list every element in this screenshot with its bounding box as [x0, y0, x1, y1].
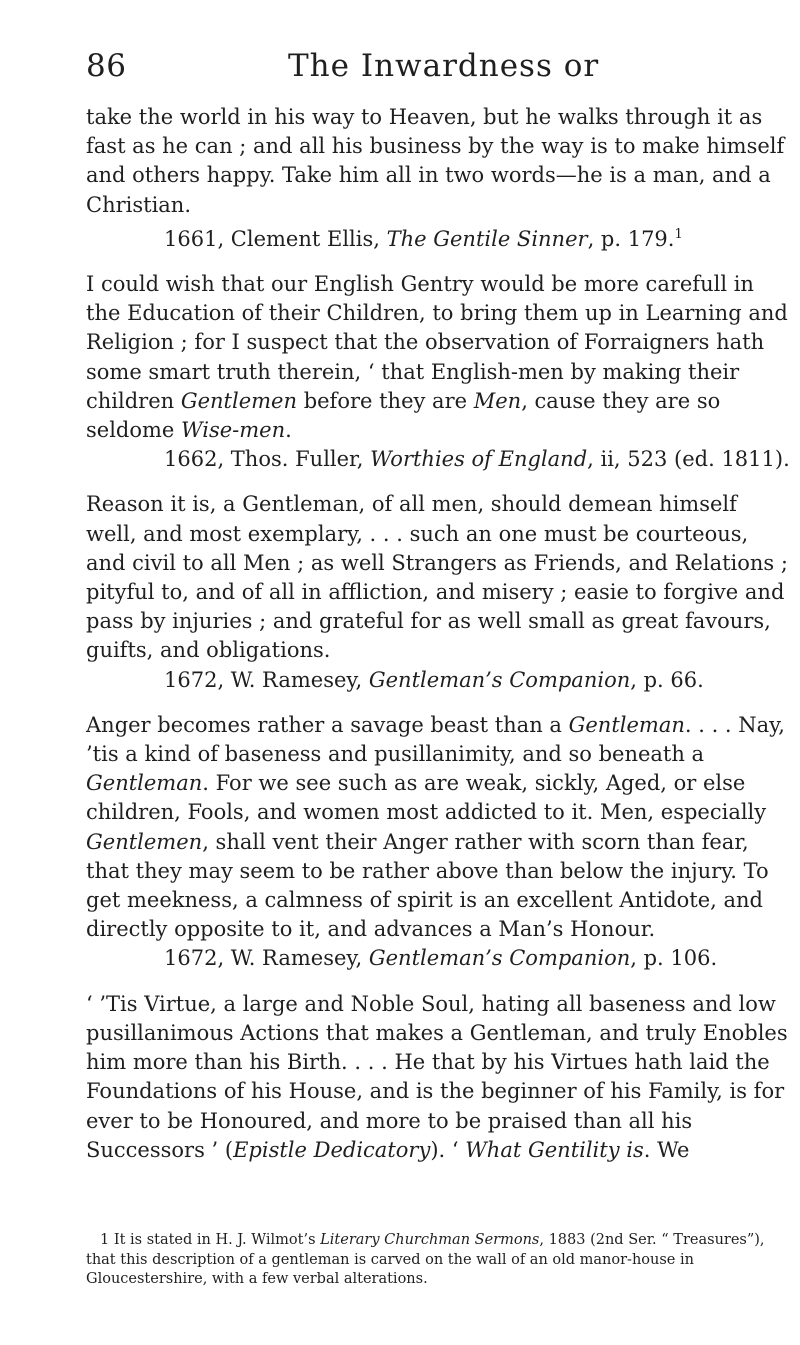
passage-text-segment: . . . . Nay, ’tis a kind of baseness and pusillanimity, and so beneath a: [86, 712, 785, 767]
passage-citation: [86, 445, 794, 474]
citation-year-author: 1672, W. Ramesey,: [164, 946, 369, 971]
citation-page: , p. 66.: [630, 667, 704, 692]
citation-page: , p. 179.: [587, 226, 675, 251]
passage-text-segment: ). ‘: [430, 1137, 466, 1162]
footnote-mark: 1: [100, 1232, 110, 1248]
passage-text-emphasis: Gentlemen: [180, 388, 298, 413]
running-title: The Inwardness or: [288, 48, 600, 84]
passage-text-segment: .: [285, 418, 292, 443]
passage-text: Reason it is, a Gentleman, of all men, should demean himself well, and most exemplary, . . . such an one must be courteous, and civil to all Men ; as well Strangers as Friends, and Relations ; pityful to, and of all in affliction, and misery ; easie to forgive and pass by injuries ; and grateful for as well small as great favours, guifts, and obligations.: [86, 492, 788, 663]
passage-text-segment: , shall vent their Anger rather with scorn than fear, that they may seem to be rather above than below the injury. To get meekness, a calmness of spirit is an excellent Antidote, and directly opposite to it, and advances a Man’s Honour.: [86, 829, 769, 942]
citation-work-title: Worthies of England: [370, 447, 588, 472]
passage-text-segment: . For we see such as are weak, sickly, Aged, or else children, Fools, and women most addicted to it. Men, especially: [86, 771, 767, 825]
passage-text-segment: I could wish that our English Gentry would be more carefull in the Education of their Children, to bring them up in Learning and Religion ; for I suspect that the observation of Forraigners hath some smart truth therein, ‘ that English-men by making their children: [86, 272, 788, 413]
footnote-work-title: Literary Churchman Sermons: [320, 1232, 540, 1248]
footnote-text-segment: , 1883 (2nd Ser. “ Treasures”), that this description of a gentleman is carved on the wall of an old manor-house in Gloucestershire, with a few verbal alterations.: [86, 1232, 765, 1288]
passage-text-emphasis: Men: [473, 388, 522, 413]
running-header: [86, 46, 780, 90]
citation-work-title: Gentleman’s Companion: [368, 667, 631, 692]
page-number: 86: [86, 48, 127, 84]
page-body: [86, 103, 794, 1165]
passage-text-segment: . We: [643, 1137, 690, 1162]
passage-text-emphasis: Gentleman: [568, 712, 685, 737]
passage-text: [86, 270, 794, 445]
passage-text-emphasis: What Gentility is: [465, 1137, 644, 1162]
footnote-text-segment: It is stated in H. J. Wilmot’s: [109, 1232, 321, 1248]
passage-text: [86, 711, 794, 945]
passage-text: take the world in his way to Heaven, but he walks through it as fast as he can ; and all his business by the way is to make himself and others happy. Take him all in two words—he is a man, and a Christian.: [86, 105, 785, 217]
footnote-marker: 1: [674, 226, 683, 242]
passage-text-segment: , cause they are so seldome: [86, 388, 721, 443]
citation-year-author: 1662, Thos. Fuller,: [164, 447, 371, 472]
footnote-text: [86, 1231, 794, 1290]
passage-citation: [86, 666, 794, 695]
passage-citation: [86, 944, 794, 973]
citation-page: , p. 106.: [630, 946, 718, 971]
citation-year-author: 1672, W. Ramesey,: [164, 667, 369, 692]
passage-text-emphasis: Gentlemen: [86, 829, 203, 854]
citation-year-author: 1661, Clement Ellis,: [164, 226, 387, 251]
footnote: [86, 1231, 794, 1290]
passage-citation: [86, 220, 794, 254]
passage-text-emphasis: Wise-men: [181, 418, 286, 443]
passage-text-emphasis: Epistle Dedicatory: [233, 1137, 431, 1162]
passage-text: [86, 990, 794, 1165]
citation-work-title: The Gentile Sinner: [386, 226, 588, 251]
passage-text-segment: Anger becomes rather a savage beast than a: [86, 712, 569, 737]
passage-text-segment: before they are: [297, 388, 474, 413]
passage-text-emphasis: Gentleman: [86, 771, 203, 796]
citation-page: , ii, 523 (ed. 1811).: [587, 447, 790, 472]
citation-work-title: Gentleman’s Companion: [368, 946, 631, 971]
passage-text-segment: ‘ ’Tis Virtue, a large and Noble Soul, hating all baseness and low pusillanimous Actions that makes a Gentleman, and truly Enobles him more than his Birth. . . . He that by his Virtues hath laid the Foundations of his House, and is the beginner of his Family, is for ever to be Honoured, and more to be praised than all his Successors ’ (: [86, 991, 788, 1162]
